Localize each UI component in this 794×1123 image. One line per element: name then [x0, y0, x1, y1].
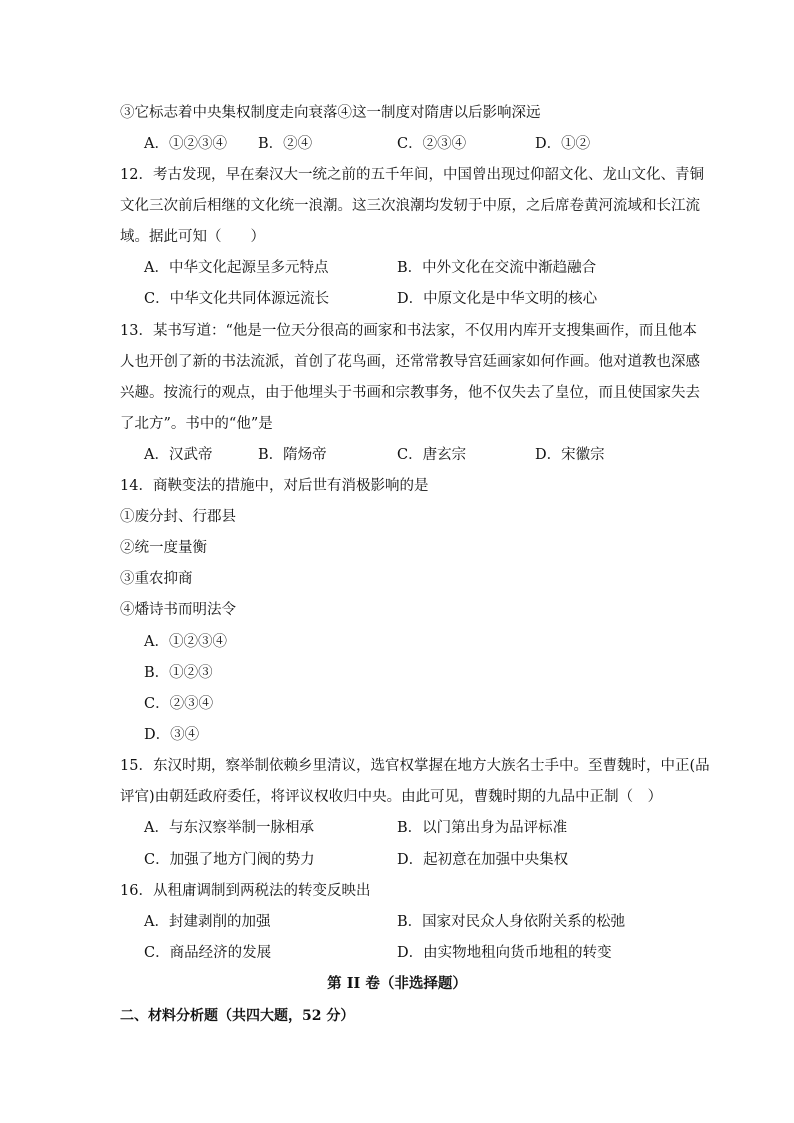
q14-stem: 14．商鞅变法的措施中，对后世有消极影响的是	[120, 478, 429, 494]
q15-stem-line-2: 评官)由朝廷政府委任，将评议权收归中央。由此可见，曹魏时期的九品中正制（ ）	[120, 789, 663, 805]
q13-option-b: B．隋炀帝	[258, 447, 327, 463]
q11-option-d: D．①②	[535, 136, 591, 152]
q12-stem-line-3: 域。据此可知（ ）	[120, 229, 265, 245]
q13-option-c: C．唐玄宗	[397, 447, 467, 463]
q12-option-d: D．中原文化是中华文明的核心	[397, 291, 598, 307]
q11-statement-continued: ③它标志着中央集权制度走向衰落④这一制度对隋唐以后影响深远	[120, 105, 541, 121]
q12-stem-line-2: 文化三次前后相继的文化统一浪潮。这三次浪潮均发轫于中原，之后席卷黄河流域和长江流	[120, 198, 700, 214]
q13-stem-line-1: 13．某书写道：“他是一位天分很高的画家和书法家，不仅用内库开支搜集画作，而且他本	[120, 323, 697, 339]
q14-item-1: ①废分封、行郡县	[120, 509, 236, 525]
q12-option-a: A．中华文化起源呈多元特点	[144, 260, 329, 276]
q16-option-a: A．封建剥削的加强	[144, 914, 271, 930]
q11-option-c: C．②③④	[397, 136, 467, 152]
q14-option-d: D．③④	[144, 727, 200, 743]
q16-option-b: B．国家对民众人身依附关系的松弛	[397, 914, 626, 930]
q13-option-a: A．汉武帝	[144, 447, 213, 463]
q14-item-4: ④燔诗书而明法令	[120, 602, 236, 618]
q11-option-a: A．①②③④	[144, 136, 227, 152]
q12-option-b: B．中外文化在交流中渐趋融合	[397, 260, 597, 276]
q14-item-3: ③重农抑商	[120, 571, 193, 587]
q16-option-d: D．由实物地租向货币地租的转变	[397, 945, 612, 961]
q15-option-d: D．起初意在加强中央集权	[397, 852, 569, 868]
q15-option-c: C．加强了地方门阀的势力	[144, 852, 315, 868]
q12-option-c: C．中华文化共同体源远流长	[144, 291, 330, 307]
part-title: 二、材料分析题（共四大题，52 分）	[120, 1008, 355, 1024]
q12-stem-line-1: 12．考古发现，早在秦汉大一统之前的五千年间，中国曾出现过仰韶文化、龙山文化、青铜	[120, 167, 704, 183]
section-title: 第 II 卷（非选择题）	[327, 975, 467, 992]
q14-option-c: C．②③④	[144, 696, 214, 712]
q11-option-b: B．②④	[258, 136, 313, 152]
q15-option-a: A．与东汉察举制一脉相承	[144, 820, 314, 836]
q14-option-a: A．①②③④	[144, 634, 227, 650]
q16-stem: 16．从租庸调制到两税法的转变反映出	[120, 883, 371, 899]
q14-item-2: ②统一度量衡	[120, 540, 207, 556]
q16-option-c: C．商品经济的发展	[144, 945, 272, 961]
q13-stem-line-4: 了北方”。书中的“他”是	[120, 416, 273, 432]
q13-stem-line-2: 人也开创了新的书法流派，首创了花鸟画，还常常教导宫廷画家如何作画。他对道教也深感	[120, 354, 700, 370]
q15-option-b: B．以门第出身为品评标准	[397, 820, 568, 836]
q15-stem-line-1: 15．东汉时期，察举制依赖乡里清议，选官权掌握在地方大族名士手中。至曹魏时，中正(品	[120, 758, 710, 774]
q14-option-b: B．①②③	[144, 665, 213, 681]
q13-stem-line-3: 兴趣。按流行的观点，由于他埋头于书画和宗教事务，他不仅失去了皇位，而且使国家失去	[120, 385, 700, 401]
q13-option-d: D．宋徽宗	[535, 447, 605, 463]
